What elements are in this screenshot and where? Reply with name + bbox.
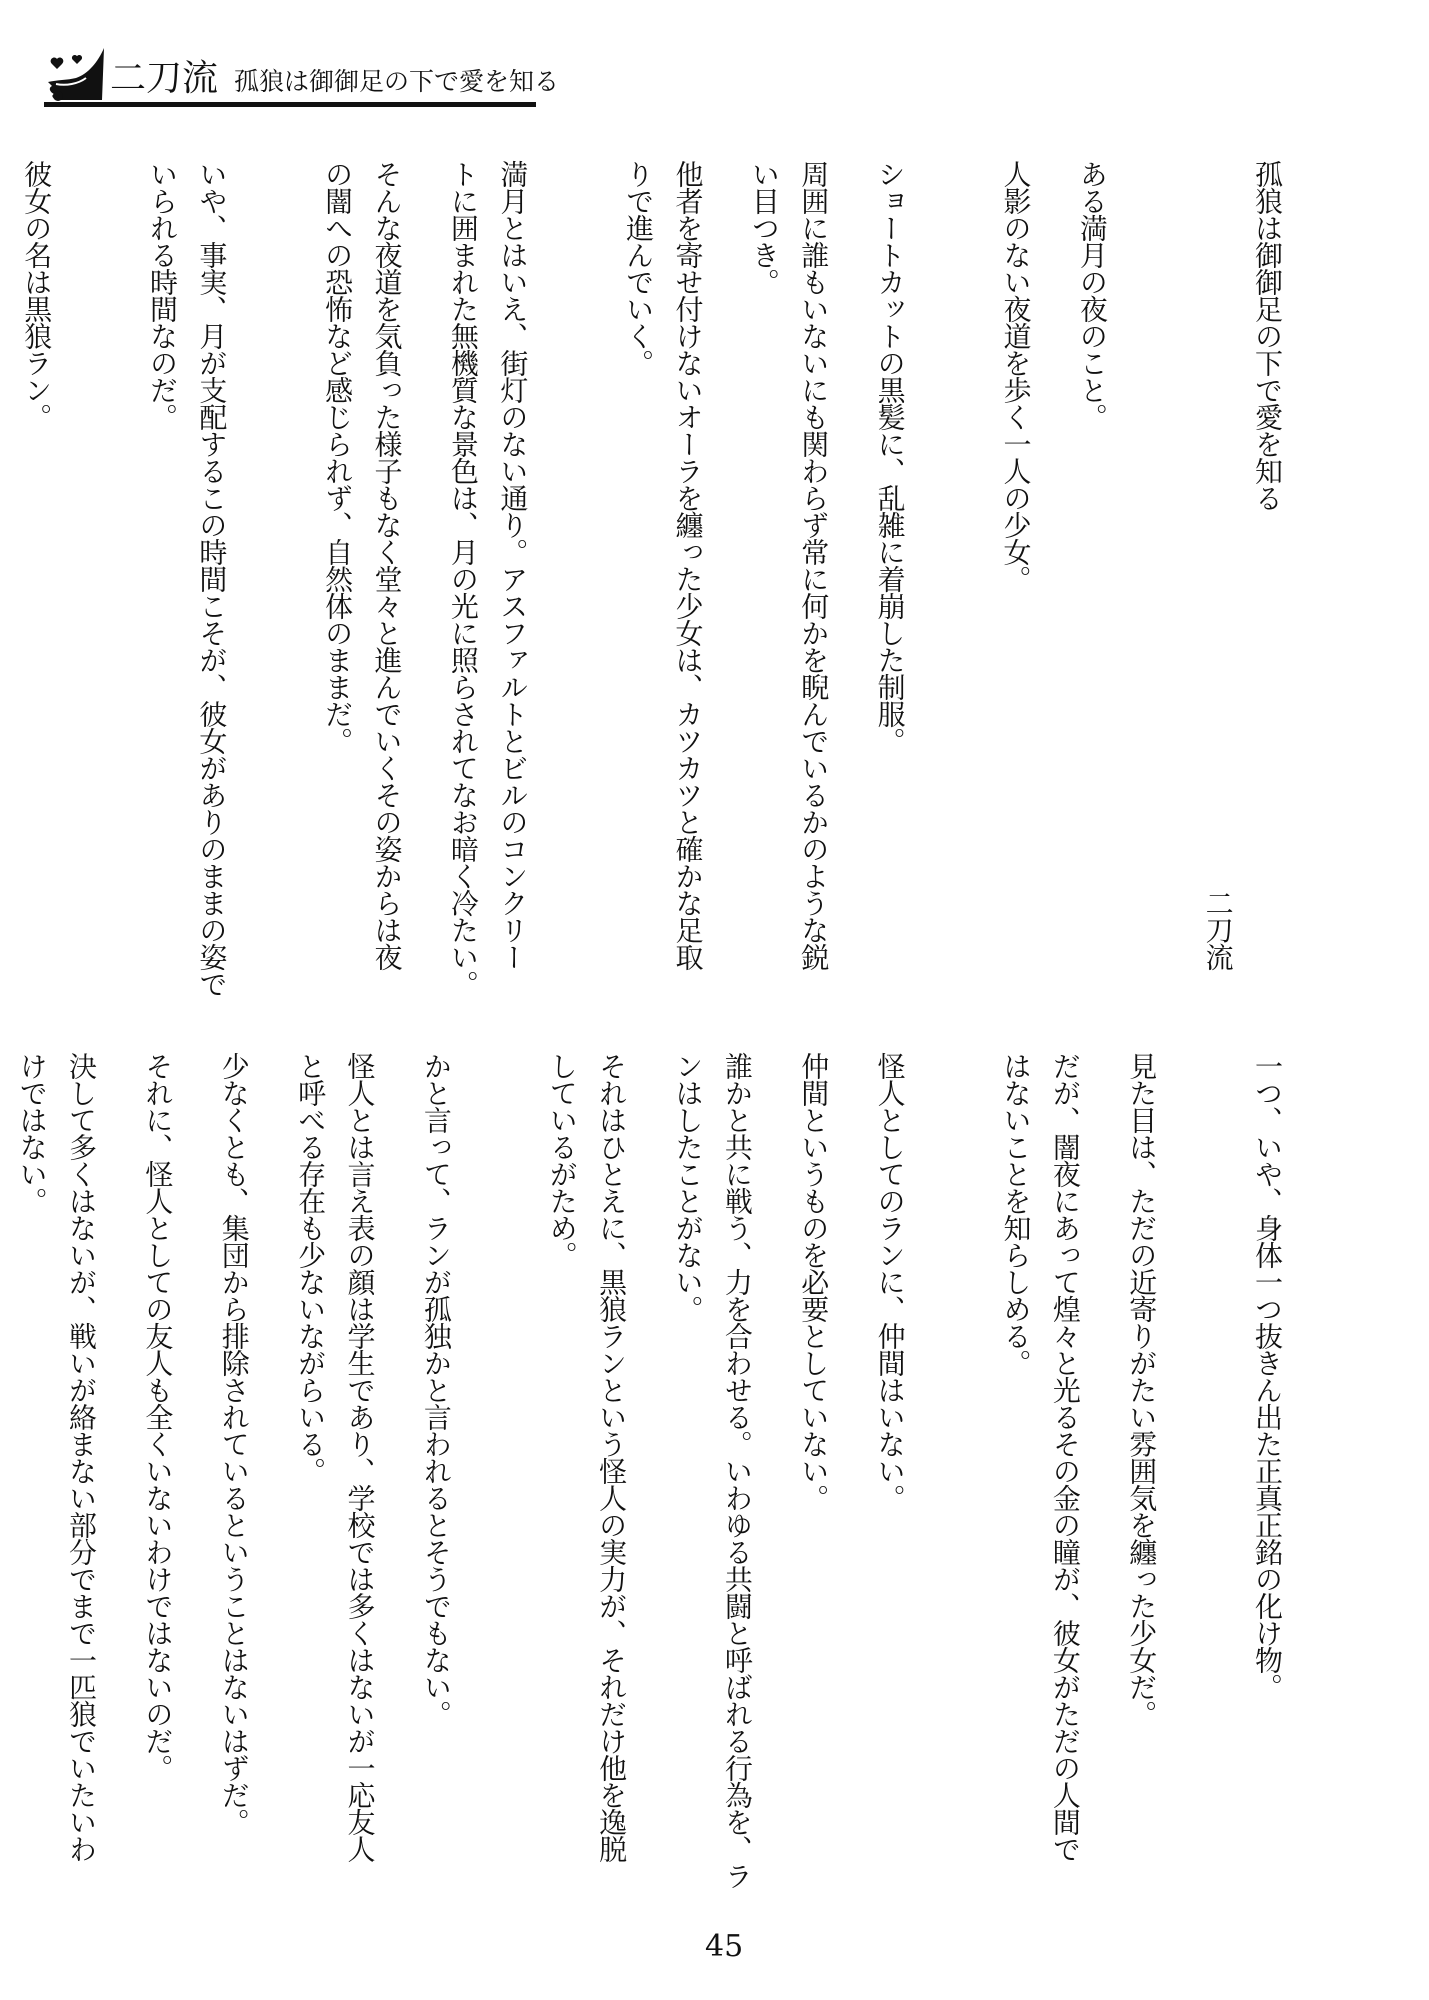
text-block-bottom [15,1052,1292,1922]
text-line: しているがため。 [545,1052,579,1268]
brand-name: 二刀流 [110,58,219,99]
text-line: りで進んでいく。 [622,160,656,376]
text-line: 満月とはいえ、街灯のない通り。アスファルトとビルのコンクリー [496,160,530,970]
text-line: 怪人としてのランに、仲間はいない。 [873,1052,907,1511]
text-line: かと言って、ランが孤独かと言われるとそうでもない。 [419,1052,453,1727]
text-line: ンはしたことがない。 [671,1052,705,1322]
text-line: 見た目は、ただの近寄りがたい雰囲気を纏った少女だ。 [1125,1052,1159,1727]
page-number: 45 [705,1929,744,1964]
text-line: 周囲に誰もいないにも関わらず常に何かを睨んでいるかのような鋭 [797,160,831,970]
running-header [44,44,560,107]
text-line: 誰かと共に戦う、力を合わせる。いわゆる共闘と呼ばれる行為を、ラ [720,1052,754,1889]
text-line: 人影のない夜道を歩く一人の少女。 [999,160,1033,592]
text-line: ある満月の夜のこと。 [1075,160,1109,430]
text-line: 彼女の名は黒狼ラン。 [20,160,54,430]
header-subtitle: 孤狼は御御足の下で愛を知る [234,67,560,96]
text-line: けではない。 [15,1052,49,1214]
text-line: 仲間というものを必要としていない。 [797,1052,831,1511]
text-line: の闇への恐怖など感じられず、自然体のままだ。 [321,160,355,754]
text-line: 怪人とは言え表の顔は学生であり、学校では多くはないが一応友人 [343,1052,377,1862]
text-line: 一つ、いや、身体一つ抜きん出た正真正銘の化け物。 [1251,1052,1284,1700]
text-line: いや、事実、月が支配するこの時間こそが、彼女がありのままの姿で [195,160,229,997]
blank-line [88,160,137,1030]
author-name: 二刀流 [1201,889,1235,970]
text-line: トに囲まれた無機質な景色は、月の光に照らされてなお暗く冷たい。 [446,160,480,997]
logo-icon [46,48,108,102]
blank-line [263,160,312,1030]
text-line: と呼べる存在も少ないながらいる。 [294,1052,328,1484]
text-line: それはひとえに、黒狼ランという怪人の実力が、それだけ他を逸脱 [595,1052,629,1862]
text-block-top [20,160,1292,1030]
text-line: 他者を寄せ付けないオーラを纏った少女は、カツカツと確かな足取 [671,160,705,970]
text-line: い目つき。 [747,160,781,295]
blank-line [942,160,991,1030]
story-title: 孤狼は御御足の下で愛を知る [1251,160,1284,511]
text-line: 少なくとも、集団から排除されているということはないはずだ。 [217,1052,251,1835]
text-line: はないことを知らしめる。 [999,1052,1033,1376]
text-line: いられる時間なのだ。 [145,160,179,430]
blank-line [564,160,613,1030]
text-line: 決して多くはないが、戦いが絡まない部分でまで一匹狼でいたいわ [64,1052,98,1862]
text-line: そんな夜道を気負った様子もなく堂々と進んでいくその姿からは夜 [370,160,404,970]
text-line: だが、闇夜にあって煌々と光るその金の瞳が、彼女がただの人間で [1048,1052,1082,1862]
text-line: ショートカットの黒髪に、乱雑に着崩した制服。 [873,160,907,754]
text-line: それに、怪人としての友人も全くいないわけではないのだ。 [141,1052,175,1781]
blank-line [1144,160,1193,1030]
blank-line [942,1052,991,1922]
text-line [0,160,12,1003]
blank-line [0,1052,7,1922]
blank-line [488,1052,537,1922]
blank-line [1193,1052,1242,1922]
